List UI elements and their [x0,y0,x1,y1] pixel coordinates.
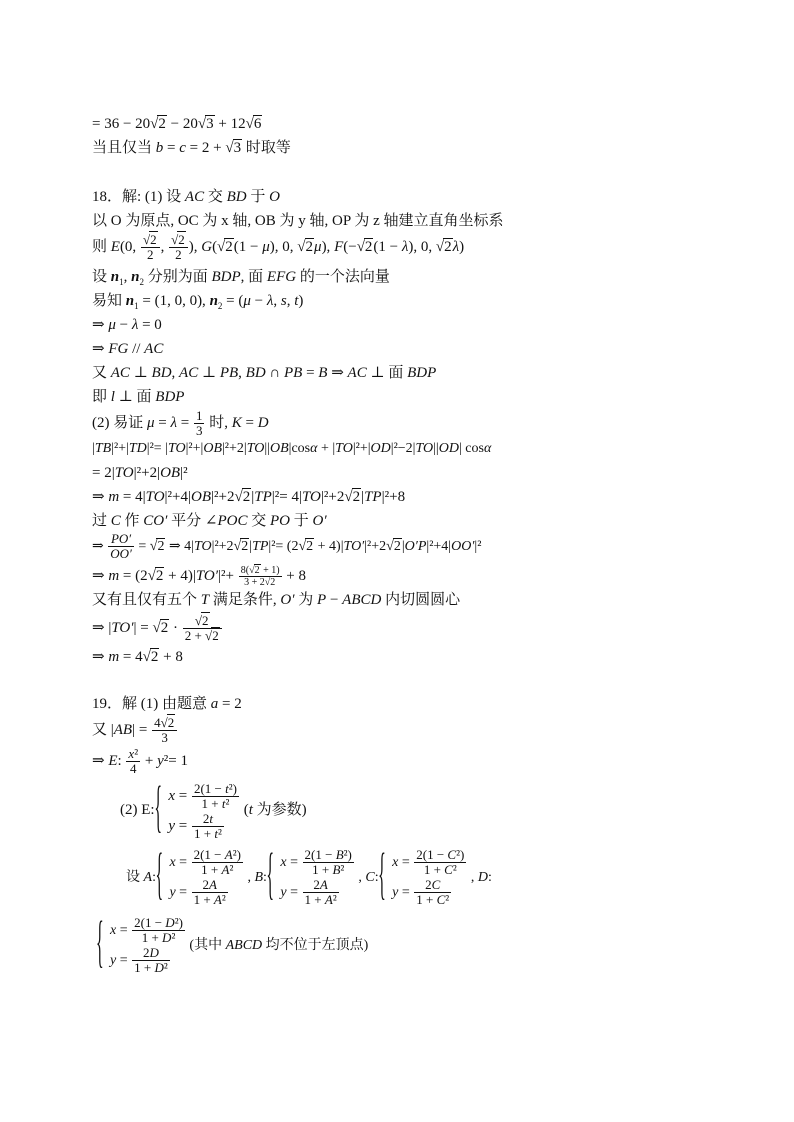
q18-normal-values: 易知 $n_1 = (1$, 0, 0), $n_2 = (\mu - \lambda$, s, t) [92,293,304,311]
q18-perpendicular: 又 AC ⊥ BD, AC ⊥ PB, BD ∩ PB = B ⇒ AC ⊥ 面 BDP [92,365,437,381]
q18-coordinate-setup: 以 O 为原点, OC 为 x 轴, OB 为 y 轴, OP 为 z 轴建立直角坐标系 [92,213,504,229]
q18-expansion: |TB|²+|TD|²= |TO|²+|OB|²+2|TO||OB|cosα + |TO|²+|OD|²−2|TO||OD| cosα [92,441,492,456]
q18-conclusion: 即 l ⊥ 面 BDP [92,389,185,405]
q19-points-abc: 设 A: { x = $\frac{\text{2(1 − A²)}}{\text{1 + A²}}$ y = $\frac{2A}{\text{1 + A²}}$ , B: { x = $\frac{\text{2(1 − B²)}}{\text{1 + B²}}$ y = $\frac{2A}{\text{1 + A²}}$ , C: { x = $\frac{\text{2(1 − C²)}}{\text{1 + C²}}$ y = $\frac{2C}{\text{1 + C²}}$ , D: [126,846,492,910]
q18-m-result-form: ⇒ m = (2√2 + 4)|TO′|²+ $\frac{8(√2 + 1)}{3 + 2√2}$ + 8 [92,565,307,589]
equality-condition: 当且仅当 b = c = 2 + √3 时取等 [92,140,291,156]
q18-step: ⇒ FG // AC [92,341,164,357]
q18-normal-vectors: 设 $n_1$, $n_2$ 分别为面 BDP, 面 EFG 的一个法向量 [92,269,390,287]
q18-distance: ⇒ |TO′| = √2 · $\frac{√2}{2 + √2}$ [92,610,223,646]
q18-points: 则 E(0, $\frac{√2}{2}$ , $\frac{√2}{2}$ ), G(√2(1 − μ), 0, √2μ), F(−√2(1 − λ), 0, √2λ) [92,232,465,263]
q18-incenter: 又有且仅有五个 T 满足条件, O′ 为 P − ABCD 内切圆圆心 [92,592,461,608]
q18-step: ⇒ μ − λ = 0 [92,317,162,333]
q18-answer: ⇒ m = 4√2 + 8 [92,649,183,665]
q19-parametric: (2) E: { x = $\frac{\text{2(1 − t²)}}{\text{1 + t²}}$ y = $\frac{2t}{\text{1 + t²}}$ (t 为参数) [120,778,307,842]
q18-bisector: 过 C 作 CO′ 平分 ∠POC 交 PO 于 O′ [92,513,327,529]
q18-part2: (2) 易证 μ = λ = $\frac{1}{3}$ 时, K = D [92,408,269,439]
q19-title: 19．解 (1) 由题意 a = 2 [92,696,242,712]
q18-title: 18．解: (1) 设 AC 交 BD 于 O [92,189,280,205]
q18-ratio: ⇒ $\frac{PO'}{OO'}$ = √2 ⇒ 4|TO|²+2√2|TP|²= (2√2 + 4)|TO′|²+2√2|O′P|²+4|OO′|² [92,531,482,562]
q19-ab-length: 又 |AB| = $\frac{4√2}{3}$ [92,712,178,748]
equation-line: = 36 − 20√2 − 20√3 + 12√6 [92,116,262,132]
q18-step: = 2|TO|²+2|OB|² [92,465,188,481]
q19-ellipse-equation: ⇒ E: $\frac{\text{x²}}{4}$ + y²= 1 [92,746,188,777]
q19-point-d: { x = $\frac{\text{2(1 − D²)}}{\text{1 + D²}}$ y = $\frac{2D}{\text{1 + D²}}$ (其中 ABCD 均不位于左顶点) [100,914,368,978]
q18-m-expression: ⇒ m = 4|TO|²+4|OB|²+2√2|TP|²= 4|TO|²+2√2|TP|²+8 [92,489,406,505]
